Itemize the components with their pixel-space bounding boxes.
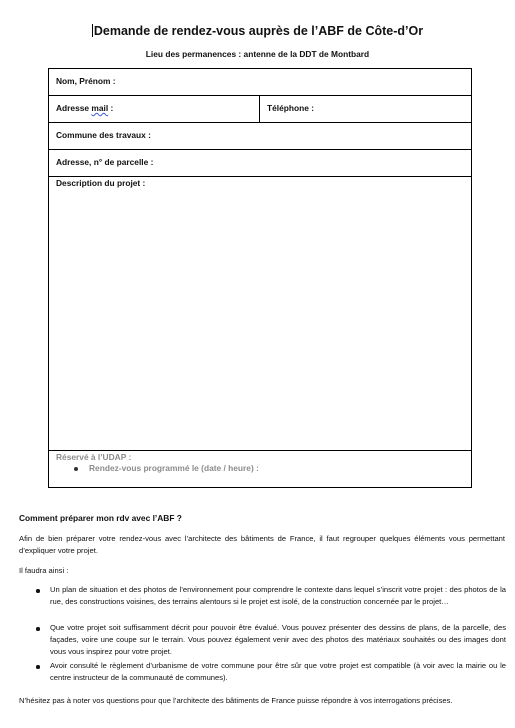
guide-closing: N’hésitez pas à noter vos questions pour que l’architecte des bâtiments de France puisse répondre à vos interrogations précises. — [19, 696, 453, 705]
document-title-text: Demande de rendez-vous auprès de l’ABF de Côte-d’Or — [93, 24, 424, 38]
reserved-row — [49, 451, 471, 487]
guide-intro: Afin de bien préparer votre rendez-vous avec l’architecte des bâtiments de France, il faut regrouper quelques éléments vous permettant d’expliquer votre projet. — [19, 534, 505, 555]
email-label-word1: Adresse — [56, 103, 90, 113]
reserved-label: Réservé à l’UDAP : — [56, 452, 132, 462]
email-label-suffix: : — [108, 103, 114, 113]
list-bullet-icon — [36, 627, 40, 631]
name-label: Nom, Prénom : — [56, 76, 116, 86]
guide-item-1: Un plan de situation et des photos de l’environnement pour comprendre le contexte dans lequel s’inscrit votre projet : des photos de la rue, des constructions voisines, des terrains alentours si le projet est isolé, de la construction concernée par le projet… — [50, 585, 506, 606]
phone-label[interactable]: Téléphone : — [267, 103, 314, 113]
document-subtitle: Lieu des permanences : antenne de la DDT de Montbard — [145, 49, 370, 59]
name-row[interactable] — [49, 69, 471, 96]
list-bullet-icon — [36, 589, 40, 593]
appointment-scheduled-label: Rendez-vous programmé le (date / heure) : — [89, 463, 259, 473]
commune-label: Commune des travaux : — [56, 130, 151, 140]
description-label: Description du projet : — [56, 178, 146, 188]
guide-item-2: Que votre projet soit suffisamment décrit pour pouvoir être évalué. Vous pouvez présenter des dessins de plans, de la parcelle, des façades, voire une coupe sur le terrain. Vous pouvez également venir avec des photos des matériaux souhaités ou des images dont vous vous inspirez pour votre projet. — [50, 623, 506, 656]
appointment-form — [48, 68, 472, 488]
commune-row[interactable] — [49, 123, 471, 150]
document-title — [0, 24, 515, 38]
list-bullet-icon — [36, 665, 40, 669]
address-row[interactable] — [49, 150, 471, 177]
description-row[interactable] — [49, 177, 471, 451]
email-label-word2: mail — [91, 103, 109, 113]
guide-item-3: Avoir consulté le règlement d’urbanisme de votre commune pour être sûr que votre projet est compatible (à voir avec la mairie ou le centre instructeur de la communauté de communes). — [50, 661, 506, 682]
email-label[interactable] — [56, 103, 113, 113]
text-cursor — [92, 24, 93, 37]
guide-faudra: Il faudra ainsi : — [19, 566, 69, 575]
address-label: Adresse, n° de parcelle : — [56, 157, 154, 167]
guide-heading: Comment préparer mon rdv avec l’ABF ? — [19, 513, 182, 523]
email-phone-row — [49, 96, 471, 123]
column-divider — [259, 96, 260, 122]
bullet-icon — [74, 467, 78, 471]
